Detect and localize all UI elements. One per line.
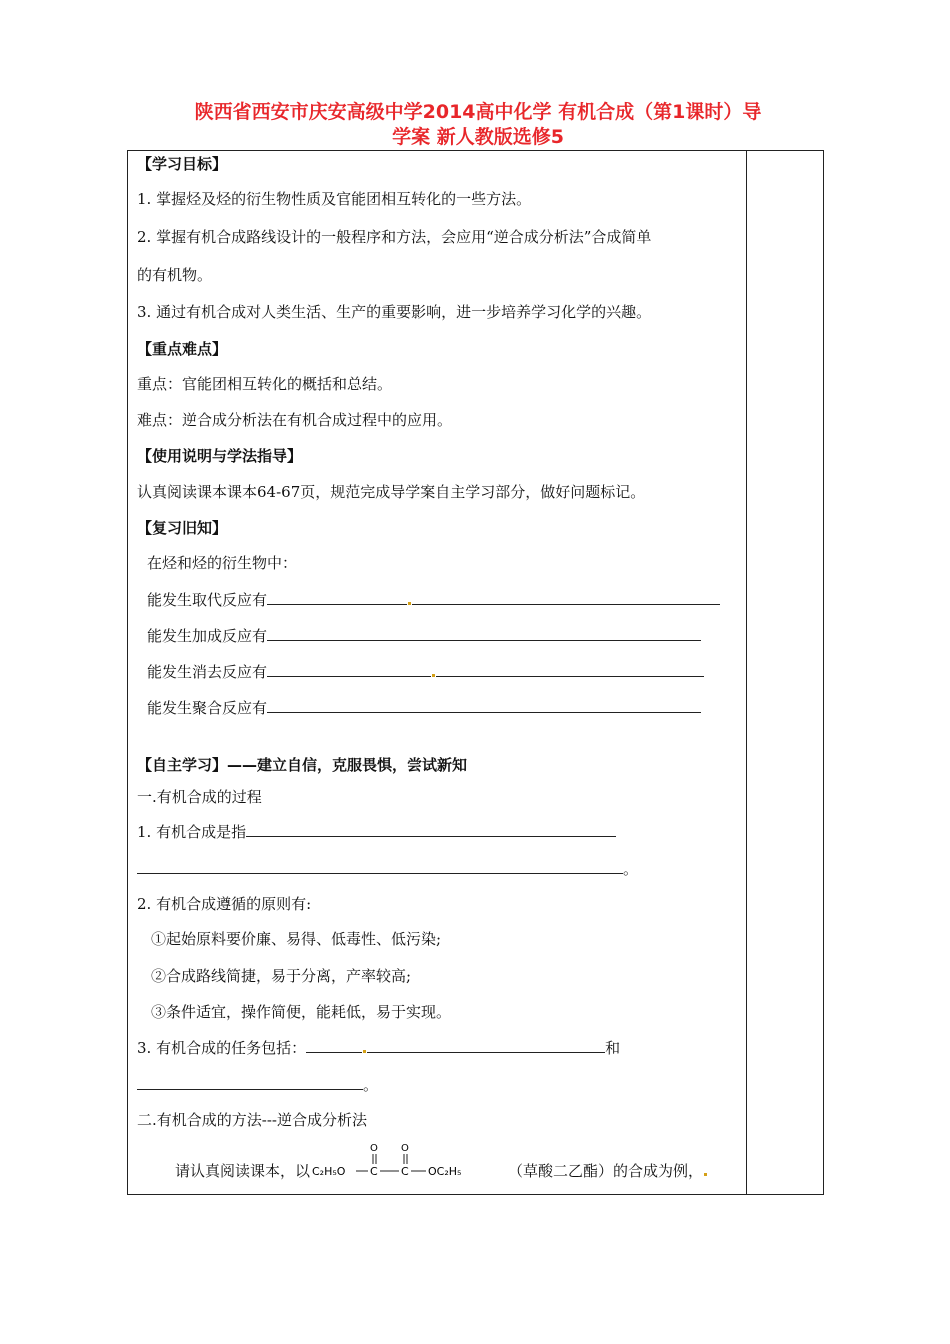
formula-oxygen-1: O [370, 1143, 378, 1154]
review-heading: 【复习旧知】 [137, 519, 228, 537]
formula-left-group: C₂H₅O [312, 1165, 346, 1178]
section-2-title: 二.有机合成的方法---逆合成分析法 [137, 1111, 367, 1129]
objective-2: 2. 掌握有机合成路线设计的一般程序和方法，会应用“逆合成分析法”合成简单 [137, 228, 652, 246]
self-study-heading: 【自主学习】——建立自信，克服畏惧，尝试新知 [137, 756, 468, 774]
objective-2-cont: 的有机物。 [137, 266, 213, 284]
question-1-end: 。 [623, 860, 639, 878]
content-table [127, 150, 824, 1195]
question-1 [137, 822, 616, 842]
review-substitution [147, 590, 720, 610]
review-elimination [147, 662, 704, 682]
formula-right-group: OC₂H₅ [428, 1165, 462, 1178]
elimination-blank-a [267, 662, 431, 677]
title-line-2: 学案 新人教版选修5 [392, 126, 564, 148]
example-line [175, 1143, 708, 1182]
objective-1: 1. 掌握烃及烃的衍生物性质及官能团相互转化的一些方法。 [137, 190, 532, 208]
question-2: 2. 有机合成遵循的原则有: [137, 895, 312, 913]
title-line-1: 陕西省西安市庆安高级中学2014高中化学 有机合成（第1课时）导 [194, 101, 762, 123]
instructions-text: 认真阅读课本课本64-67页，规范完成导学案自主学习部分，做好问题标记。 [137, 483, 646, 501]
question-1-cont [137, 859, 638, 879]
question-1-blank-2 [137, 859, 623, 874]
polymerization-blank [267, 698, 701, 713]
formula-carbon-1: C [370, 1165, 378, 1178]
mark-dot [363, 1050, 366, 1053]
principle-3: ③条件适宜，操作简便，能耗低，易于实现。 [151, 1003, 452, 1021]
review-addition [147, 626, 701, 646]
instructions-heading: 【使用说明与学法指导】 [137, 447, 303, 465]
review-intro: 在烃和烃的衍生物中： [147, 554, 298, 572]
example-prefix: 请认真阅读课本，以 [175, 1162, 311, 1180]
difficult-point: 难点：逆合成分析法在有机合成过程中的应用。 [137, 411, 453, 429]
mark-dot [408, 602, 411, 605]
addition-label: 能发生加成反应有 [147, 627, 268, 645]
principle-1: ①起始原料要价廉、易得、低毒性、低污染; [151, 930, 442, 948]
objective-3: 3. 通过有机合成对人类生活、生产的重要影响，进一步培养学习化学的兴趣。 [137, 303, 652, 321]
polymerization-label: 能发生聚合反应有 [147, 699, 268, 717]
question-3-blank-c [137, 1075, 363, 1090]
objectives-heading: 【学习目标】 [137, 155, 228, 173]
focus-point: 重点：官能团相互转化的概括和总结。 [137, 375, 393, 393]
question-3-blank-b [367, 1038, 605, 1053]
mark-dot [704, 1173, 707, 1176]
mark-dot [432, 674, 435, 677]
question-3-end: 。 [363, 1076, 379, 1094]
diethyl-oxalate-formula [310, 1142, 508, 1182]
question-3 [137, 1038, 620, 1058]
elimination-blank-b [436, 662, 704, 677]
principle-2: ②合成路线简捷，易于分离，产率较高; [151, 967, 412, 985]
elimination-label: 能发生消去反应有 [147, 663, 268, 681]
question-3-and: 和 [605, 1039, 621, 1057]
formula-carbon-2: C [401, 1165, 409, 1178]
section-1-title: 一.有机合成的过程 [137, 788, 262, 806]
formula-oxygen-2: O [401, 1143, 409, 1154]
substitution-blank-a [267, 590, 407, 605]
document-title [128, 100, 828, 150]
question-3-blank-a [306, 1038, 362, 1053]
review-polymerization [147, 698, 701, 718]
question-3-cont [137, 1075, 378, 1095]
addition-blank [267, 626, 701, 641]
question-1-label: 1. 有机合成是指 [137, 823, 247, 841]
substitution-blank-b [412, 590, 720, 605]
substitution-label: 能发生取代反应有 [147, 591, 268, 609]
question-3-label: 3. 有机合成的任务包括： [137, 1039, 307, 1057]
key-points-heading: 【重点难点】 [137, 340, 228, 358]
column-divider [746, 151, 747, 1194]
example-suffix: （草酸二乙酯）的合成为例， [508, 1162, 704, 1180]
question-1-blank [246, 822, 616, 837]
